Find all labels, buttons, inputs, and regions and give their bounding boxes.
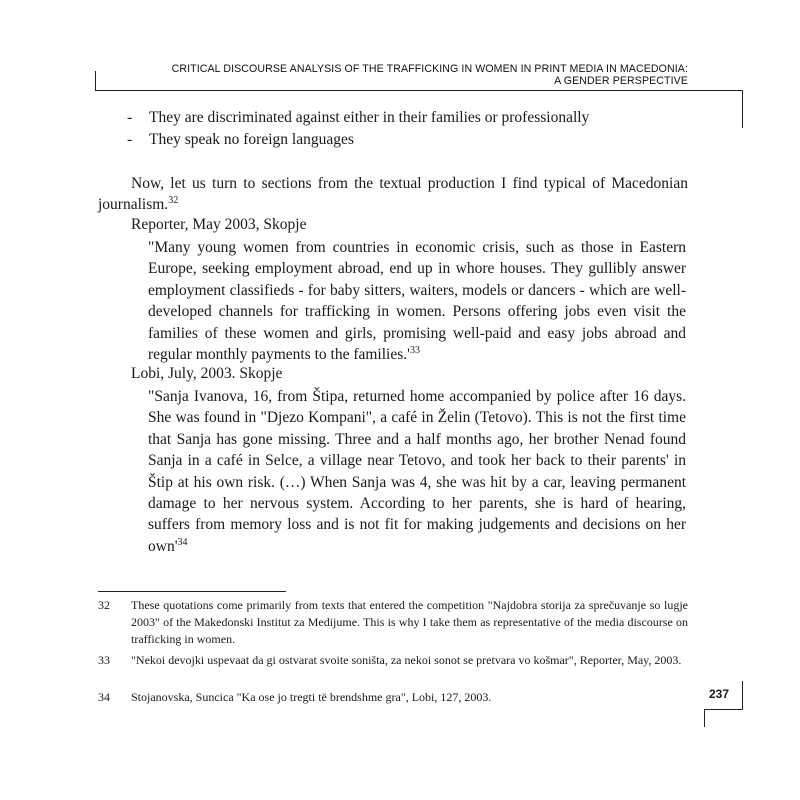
- footnote: [98, 597, 688, 648]
- bullet-text: They are discriminated against either in their families or professionally: [149, 109, 590, 126]
- header-line-2: A GENDER PERSPECTIVE: [554, 75, 688, 87]
- bullet-dash: -: [127, 131, 133, 148]
- running-header: [172, 63, 688, 87]
- quote-block: [148, 237, 686, 365]
- footnote-text: "Nekoi devojki uspevaat da gi ostvarat svoite soništa, za nekoi sonot se pretvara vo košmar", Reporter, May, 2003.: [131, 653, 682, 667]
- intro-paragraph: [98, 173, 688, 215]
- bullet-text: They speak no foreign languages: [149, 131, 354, 148]
- footnote-text: These quotations come primarily from texts that entered the competition "Najdobra storija za sprečuvanje so lugje 2003" of the Makedonski Institut za Medijume. This is why I take them as representative of the media discourse on trafficking in women.: [131, 598, 688, 646]
- header-underline: [95, 90, 743, 91]
- header-right-rule: [742, 90, 743, 128]
- page-number: 237: [709, 687, 730, 701]
- quote-block: [148, 386, 686, 557]
- quote-text: "Sanja Ivanova, 16, from Štipa, returned home accompanied by police after 16 days. She was found in "Djezo Kompani", a café in Želin (Tetovo). This is not the first time that Sanja has gone missing. Three and a half months ago, her brother Nenad found Sanja in a café in Selce, a village near Tetovo, and took her back to their parents' in Štip at his own risk. (…) When Sanja was 4, she was hit by a car, leaving permanent damage to her nervous system. According to her parents, she is hard of hearing, suffers from memory loss and is not fit for making judgements and decisions on her own': [148, 388, 686, 555]
- footnote-number: 34: [98, 690, 110, 704]
- footnote-number: 33: [98, 653, 110, 667]
- footnote-ref-33: 33: [409, 345, 420, 357]
- footnote: [98, 689, 688, 706]
- footnote-ref-34: 34: [177, 536, 188, 548]
- footnote-number: 32: [98, 598, 110, 612]
- footnote-text: Stojanovska, Suncica "Ka ose jo tregti të brendshme gra", Lobi, 127, 2003.: [131, 690, 492, 704]
- source-label: Reporter, May 2003, Skopje: [131, 216, 307, 233]
- footnote: [98, 652, 688, 669]
- footnote-ref-32: 32: [168, 195, 179, 206]
- header-left-rule: [95, 71, 96, 91]
- page-number-right-rule: [742, 681, 743, 709]
- page-number-left-rule: [704, 709, 705, 727]
- footnote-separator: [98, 591, 286, 592]
- intro-text: Now, let us turn to sections from the textual production I find typical of Macedonian journalism.: [98, 175, 688, 213]
- header-line-1: CRITICAL DISCOURSE ANALYSIS OF THE TRAFFICKING IN WOMEN IN PRINT MEDIA IN MACEDONIA:: [171, 63, 688, 75]
- page-number-underline: [704, 709, 743, 710]
- quote-text: "Many young women from countries in economic crisis, such as those in Eastern Europe, seeking employment abroad, end up in whore houses. They gullibly answer employment classifieds - for baby sitters, waiters, models or dancers - which are well-developed channels for trafficking in women. Persons offering jobs even visit the families of these women and girls, promising well-paid and easy jobs abroad and regular monthly payments to the families.': [148, 239, 686, 364]
- bullet-dash: -: [127, 109, 133, 126]
- source-label: Lobi, July, 2003. Skopje: [131, 365, 283, 382]
